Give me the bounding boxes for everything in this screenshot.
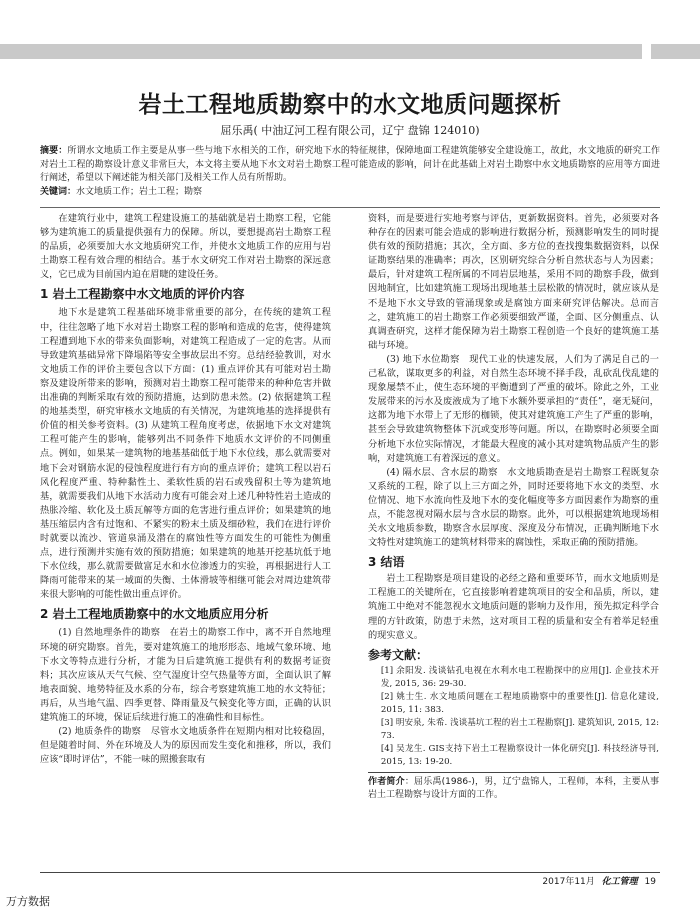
section-2-paragraph-2: (2) 地质条件的勘察 尽管水文地质条件在短期内相对比较稳固，但是随着时间、外在环境及人为的原因而发生变化和推移，所以，我们应该“即时评估”，不能一味的照搬套取有 <box>40 726 331 766</box>
abstract <box>40 145 660 199</box>
keywords-label: 关键词： <box>40 186 77 197</box>
keywords-text: 水文地质工作；岩土工程；勘察 <box>76 186 203 197</box>
abstract-text: 所谓水文地质工作主要是从事一些与地下水相关的工作，研究地下水的特征规律，保障地面工程建筑能够安全建设施工，故此，水文地质的研究工作对岩土工程的勘察设计意义非常巨大，本文将主要从地下水文对岩土勘察工程可能造成的影响，问计在此基础上对岩土勘察中水文地质勘察的应用等方面进行阐述，希望以下阐述能为相关部门及相关工作人员有所帮助。 <box>40 146 660 183</box>
reference-item: [2] 姚士生. 水文地质问题在工程地质勘察中的重要性[J]. 信息化建设, 2015, 11: 383. <box>380 691 659 715</box>
author-info-label: 作者简介 <box>368 776 405 787</box>
aquifer-paragraph: (4) 隔水层、含水层的勘察 水文地质勘查是岩土勘察工程既复杂又系统的工程，除了以上三方面之外，同时还要将地下水文的类型、水位情况、地下水流向性及地下水的变化幅度等多方面因素作为勘察的重点，不能忽视对隔水层与含水层的勘察。此外，可以根据建筑地现场相关水文地质参数，勘察含水层厚度、深度及分布情况，正确判断地下水文特性对建筑施工的建筑材料带来的腐蚀性，采取正确的预防措施。 <box>368 466 659 549</box>
intro-paragraph: 在建筑行业中，建筑工程建设施工的基础就是岩土勘察工程，它能够为建筑施工的质量提供强有力的保障。所以，要想提高岩土勘察工程的品质，必须要加大水文地质研究工作，并使水文地质工作的应用与岩土勘察工程有效合理的相结合。基于水文研究工作对岩土勘察的深远意义，它已成为目前国内迫在眉睫的建设任务。 <box>40 213 331 281</box>
author-line: 屈乐禹( 中油辽河工程有限公司，辽宁 盘锦 124010) <box>220 124 480 137</box>
section-1-heading: 1 岩土工程勘察中水文地质的评价内容 <box>40 287 245 302</box>
left-column <box>40 212 331 767</box>
reference-item: [1] 余阳发. 浅谈钻孔电视在水利水电工程勘探中的应用[J]. 企业技术开发, 2015, 36: 29-30. <box>380 665 659 689</box>
article-title: 岩土工程地质勘察中的水文地质问题探析 <box>138 92 562 118</box>
source-watermark: 万方数据 <box>6 895 50 908</box>
reference-item: [4] 吴龙生. GIS支持下岩土工程勘察设计一体化研究[J]. 科技经济导刊, 2015, 13: 19-20. <box>380 743 659 767</box>
conclusion-paragraph: 岩土工程勘察是项目建设的必经之路和重要环节，而水文地质则是工程施工的关键所在，它直接影响着建筑项目的安全和品质，所以，建筑施工中绝对不能忽视水文地质问题的影响力及作用，预先拟定科学合理的方针政策，防患于未然，这对项目工程的质量和安全有着举足轻重的现实意义。 <box>368 573 659 641</box>
header-bar-right <box>651 44 700 59</box>
reference-item: [3] 明安泉, 朱希. 浅谈基坑工程的岩土工程勘察[J]. 建筑知识, 2015, 12: 73. <box>380 717 659 741</box>
groundwater-paragraph: (3) 地下水位勘察 现代工业的快速发展，人们为了满足自己的一己私欲，谋取更多的利益，对自然生态环境不择手段，乱砍乱伐乱建的现象屡禁不止，使生态环境的平衡遭到了严重的破坏。除此之外，工业发展带来的污水及废液成为了地下水额外要承担的“责任”，毫无疑问，这都为地下水带上了无形的枷锁，使其对建筑施工产生了严重的影响，甚至会导致建筑物整体下沉或变形等问题。所以，在勘察时必须要全面分析地下水位实际情况，才能最大程度的减小其对建筑物品质产生的影响，对建筑施工有着深远的意义。 <box>368 353 659 464</box>
header-bar <box>0 44 642 59</box>
issue-date: 2017年11月 <box>542 877 595 887</box>
references-list <box>368 665 659 769</box>
section-2-heading: 2 岩土工程地质勘察中的水文地质应用分析 <box>40 607 269 622</box>
references-heading: 参考文献： <box>368 647 429 662</box>
author-info <box>368 772 659 802</box>
section-1-paragraph: 地下水是建筑工程基础环境非常重要的部分，在传统的建筑工程中，往往忽略了地下水对岩土勘察工程的影响和造成的危害，使得建筑工程遭到地下水的带来负面影响，对建筑工程造成了一定的危害。从而导致建筑基础异常下降塌陷等安全事故层出不穷。总结经验教训，对水文地质工作的评价主要包含以下方面：(1) 重点评价其有可能对岩土勘察及建设所带来的影响，预测对岩土勘察工程可能带来的种种危害并做出准确的判断采取有效的预防措施，达到防患未然。(2) 依据建筑工程的地基类型，研究审核水文地质的有关情况，为建筑地基的选择提供有价值的相关参考资料。(3) 从建筑工程角度考虑，依据地下水文对建筑工程可能产生的影响，能够列出不同条件下地质水文评价的不同侧重点。例如，如果某一建筑物的地基基础低于地下水位线，那么就需要对地下会对钢筋水泥的侵蚀程度进行有方向的重点评价；建筑工程以岩石风化程度严重、特种黏性土、柔软性质的岩石或残留积土等为建筑地基，就需要我们从地下水活动力度有可能会对上述几种特性岩土造成的热胀冷缩、软化及土质瓦解等方面的危害进行重点评价；如果建筑的地基压缩层内含有过饱和、不紧实的粉末土质及细砂粒，我们在进行评价时就要以流沙、管道泉涌及潜在的腐蚀性等方面发生的可能性为侧重点，进行预测并实施有效的预防措施；如果建筑的地基开挖基坑低于地下水位线，那么就需要做富足水和水位渗透力的实验，再根据进行人工降雨可能带来的某一域面的失衡、土体滑坡等相继可能会对周边建筑带来很大影响的可能性做出重点评价。 <box>40 307 331 601</box>
abstract-label: 摘要： <box>40 146 68 156</box>
section-2-paragraph-1: (1) 自然地理条件的勘察 在岩土的勘察工作中，离不开自然地理环境的研究勘察。首先，要对建筑施工的地形形态、地域气象环境、地下水文等特点进行分析，才能为日后建筑施工提供有利的数据考证资料；其次应该从天气气候、空气湿度计空气热量等方面，全面认识了解地表面貌、地势特征及水系的分布，综合考察建筑施工地的水文特征；再后，从当地气温、四季更替、降雨量及气候变化等方面，正确的认识建筑施工的环境，保证后续进行施工的准确性和目标性。 <box>40 627 331 723</box>
author-info-text: ：屈乐禹(1986-)，男，辽宁盘锦人，工程师，本科，主要从事岩土工程勘察与设计方面的工作。 <box>368 776 659 800</box>
section-3-heading: 3 结语 <box>368 555 405 570</box>
right-column <box>368 212 659 802</box>
page-number: 19 <box>644 877 656 887</box>
magazine-name: 化工管理 <box>601 877 638 887</box>
page-footer <box>542 874 656 887</box>
continued-paragraph: 资料，而是要进行实地考察与评估，更新数据资料。首先，必须要对各种存在的因素可能会造成的影响进行数据分析，预测影响发生的同时提供有效的预防措施；其次，全方面、多方位的查找搜集数据资料，以保证勘察结果的准确率；再次，区别研究综合分析自然状态与人为因素；最后，针对建筑工程所属的不同岩层地基，采用不同的勘察手段，做到因地制宜，比如建筑施工现场出现地基土层松散的情况时，就应该从是不是地下水文导致的管涌现象或是腐蚀方面来研究评估解决。总而言之，建筑施工的岩土勘察工作必须要细致严谨，全面、区分侧重点、认真调查研究，这样才能保障为岩土勘察工程创造一个良好的建筑施工基础与环境。 <box>368 213 659 351</box>
abstract-divider <box>40 207 660 208</box>
footer-divider <box>40 872 660 873</box>
